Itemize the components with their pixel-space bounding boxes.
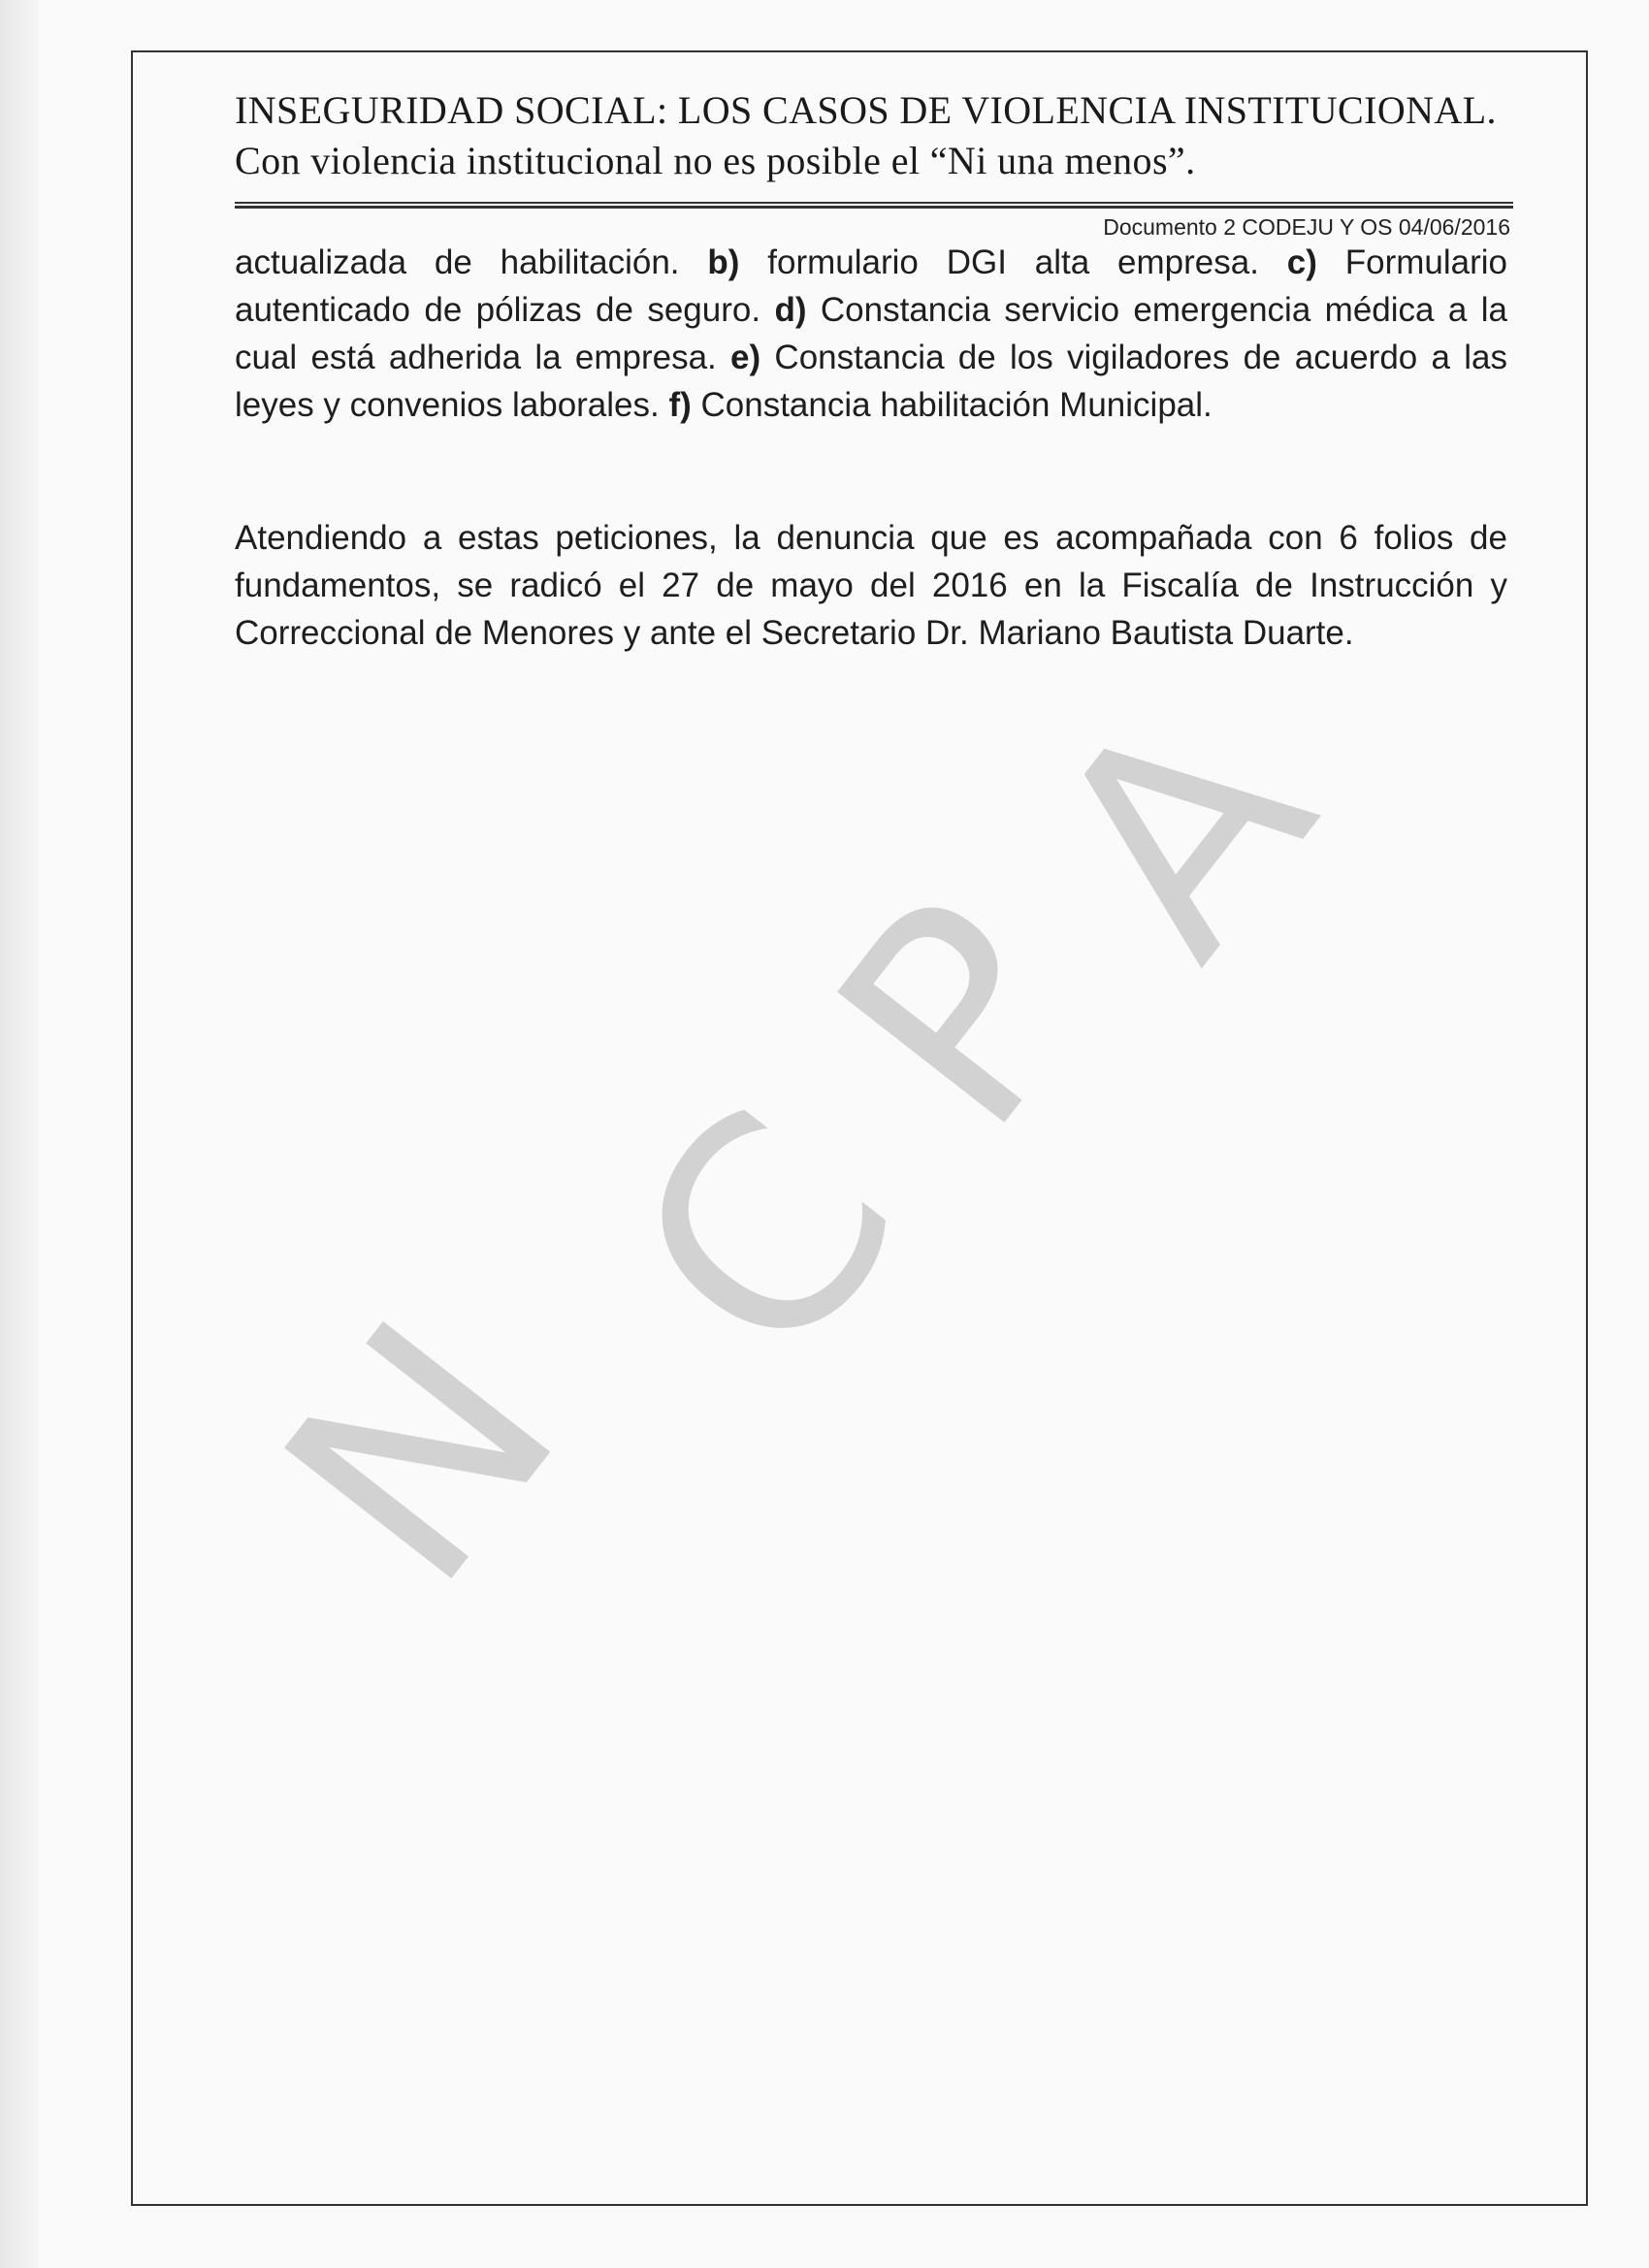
- item-label-d: d): [774, 291, 807, 329]
- watermark-letter-c: C: [570, 1052, 963, 1421]
- header-double-rule: [235, 202, 1513, 209]
- header-title-line-2: Con violencia institucional no es posible el “Ni una menos”.: [235, 139, 1196, 182]
- item-label-e: e): [730, 339, 761, 376]
- scan-page-edge: [0, 0, 39, 2268]
- paragraph-1-segment: Constancia habilitación Municipal.: [691, 386, 1212, 424]
- paragraph-1-segment: Constancia de los vigiladores de acuerdo a las leyes y convenios laborales.: [235, 339, 1507, 424]
- document-reference: Documento 2 CODEJU Y OS 04/06/2016: [1103, 214, 1510, 240]
- watermark-letter-n: N: [221, 1263, 623, 1644]
- document-header-title: [235, 85, 1515, 186]
- paragraph-1-segment: actualizada de habilitación.: [235, 243, 708, 281]
- item-label-c: c): [1286, 243, 1317, 281]
- item-label-b: b): [707, 243, 740, 281]
- watermark-letter-a: A: [987, 647, 1377, 1014]
- paragraph-1-segment: Constancia servicio emergencia médica a la cual está adherida la empresa.: [235, 291, 1507, 376]
- header-title-line-1: INSEGURIDAD SOCIAL: LOS CASOS DE VIOLENCIA INSTITUCIONAL.: [235, 88, 1497, 132]
- item-label-f: f): [668, 386, 692, 424]
- paragraph-1-segment: Formulario autenticado de pólizas de seguro.: [235, 243, 1508, 329]
- body-paragraph-1: [235, 239, 1507, 429]
- paragraph-1-segment: formulario DGI alta empresa.: [739, 243, 1287, 281]
- body-paragraph-2: Atendiendo a estas peticiones, la denuncia que es acompañada con 6 folios de fundamentos, se radicó el 27 de mayo del 2016 en la Fiscalía de Instrucción y Correccional de Menores y ante el Secretario Dr. Mariano Bautista Duarte.: [235, 519, 1507, 652]
- watermark-letter-p: P: [774, 840, 1149, 1188]
